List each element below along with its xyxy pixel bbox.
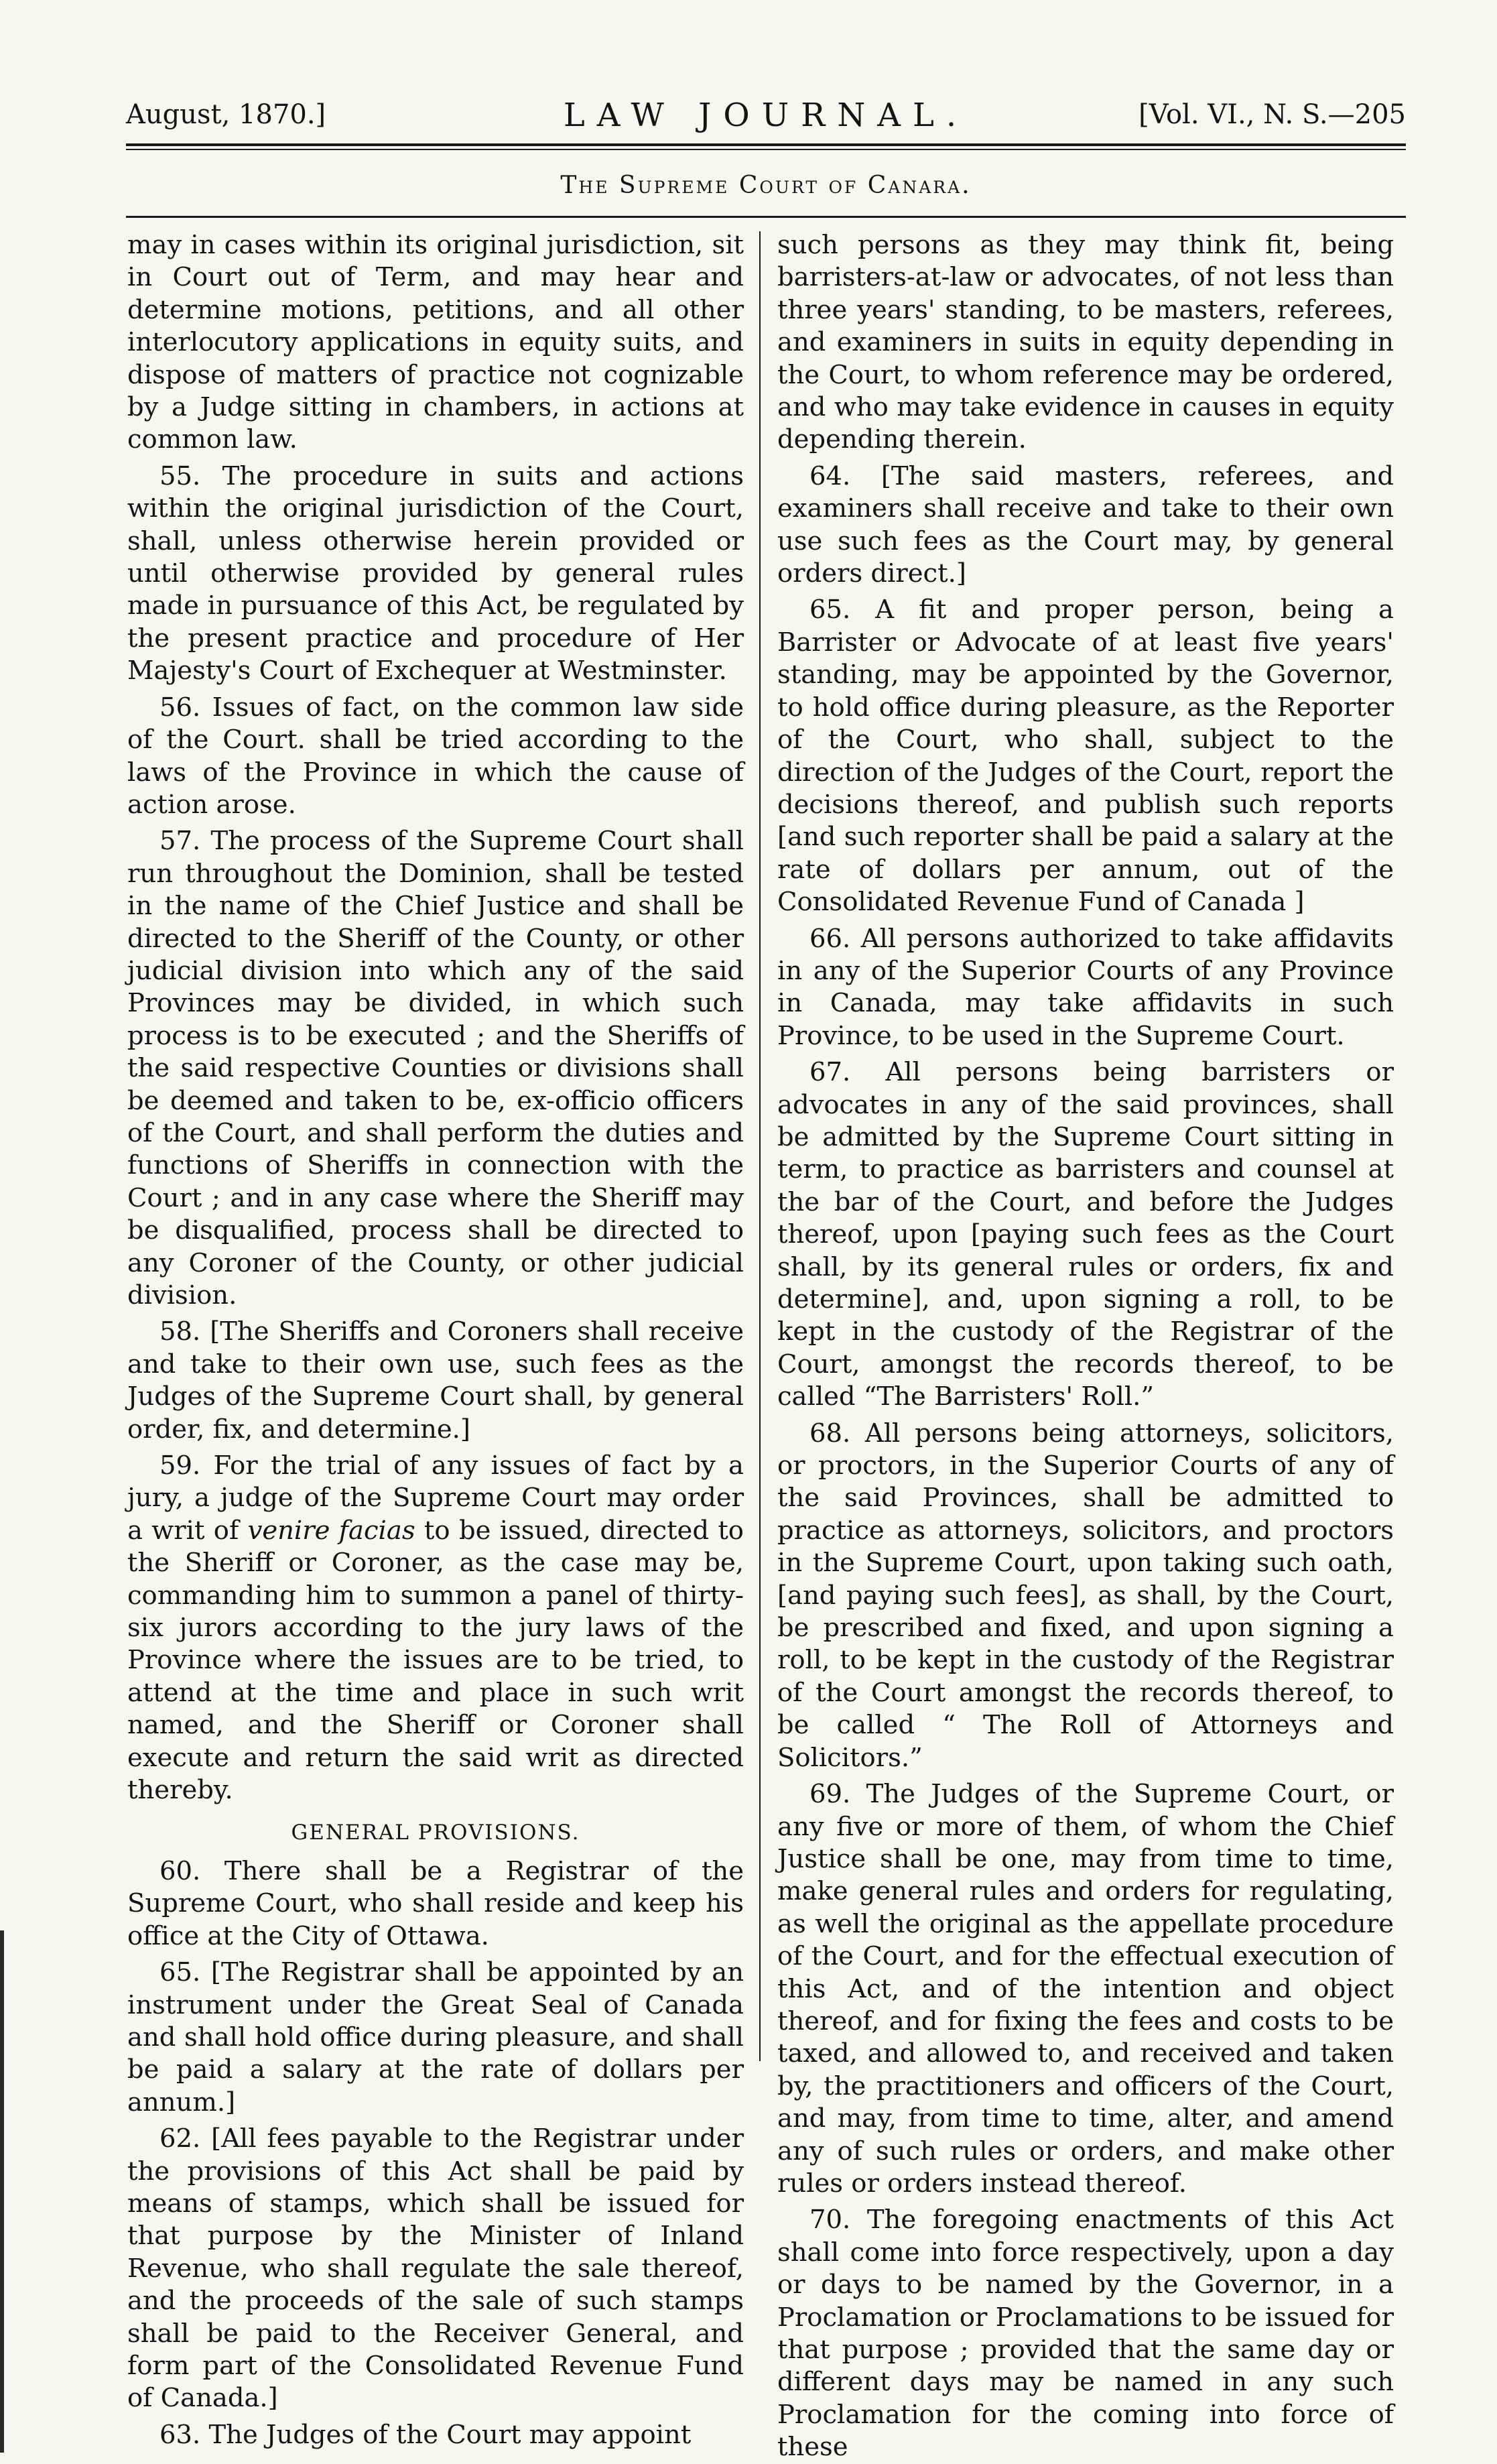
section-56: 56. Issues of fact, on the common law side of the Court. shall be tried according to the laws of the Province in which the cause of action arose. — [127, 692, 744, 820]
paragraph-continued: may in cases within its original jurisdiction, sit in Court out of Term, and may hear and determine motions, petitions, and all other interlocutory applications in equity suits, and dispose of matters of practice not cognizable by a Judge sitting in chambers, in actions at common law. — [127, 230, 744, 455]
section-55: 55. The procedure in suits and actions within the original jurisdiction of the Court, shall, unless otherwise herein provided or until otherwise provided by general rules made in pursuance of this Act, be regulated by the present practice and procedure of Her Majesty's Court of Exchequer at Westminster. — [127, 460, 744, 686]
volume-page-number: [Vol. VI., N. S.—205 — [1138, 99, 1406, 130]
section-65-registrar: 65. [The Registrar shall be appointed by an instrument under the Great Seal of Canada and shall hold office during pleasure, and shall be paid a salary at the rate of dollars per annum.] — [127, 1957, 744, 2117]
section-58: 58. [The Sheriffs and Coroners shall receive and take to their own use, such fees as the Judges of the Supreme Court shall, by general order, fix, and determine.] — [127, 1316, 744, 1444]
section-title: The Supreme Court of Canara. — [560, 172, 972, 199]
section-59-italic: venire facias — [247, 1515, 415, 1546]
header-rule-thin — [126, 149, 1406, 150]
section-70: 70. The foregoing enactments of this Act shall come into force respectively, upon a day or days to be named by the Governor, in a Proclamation or Proclamations to be issued for that purpose ; provided that the same day or different days may be named in any such Proclamation for the coming into force of these — [777, 2205, 1394, 2463]
section-66: 66. All persons authorized to take affidavits in any of the Superior Courts of any Province in Canada, may take affidavits in such Province, to be used in the Supreme Court. — [777, 923, 1394, 1051]
header-rule-thick — [126, 143, 1406, 146]
section-64: 64. [The said masters, referees, and examiners shall receive and take to their own use such fees as the Court may, by general orders direct.] — [777, 460, 1394, 589]
section-65-reporter: 65. A fit and proper person, being a Barrister or Advocate of at least five years' standing, may be appointed by the Governor, to hold office during pleasure, as the Reporter of the Court, who shall, subject to the direction of the Judges of the Court, report the decisions thereof, and publish such reports [and such reporter shall be paid a salary at the rate of dollars per annum, out of the Consolidated Revenue Fund of Canada ] — [777, 595, 1394, 918]
section-rule — [126, 216, 1406, 218]
running-head — [126, 93, 1406, 139]
section-63: 63. The Judges of the Court may appoint — [159, 2419, 692, 2450]
binding-edge-shadow — [0, 1930, 4, 2453]
section-67: 67. All persons being barristers or advocates in any of the said provinces, shall be admitted by the Supreme Court sitting in term, to practice as barristers and counsel at the bar of the Court, and before the Judges thereof, upon [paying such fees as the Court shall, by its general rules or orders, fix and determine], and, upon signing a roll, to be kept in the custody of the Registrar of the Court, amongst the records thereof, to be called “The Barristers' Roll.” — [777, 1057, 1394, 1412]
issue-date: August, 1870.] — [126, 99, 326, 130]
section-59-text-b: to be issued, directed to the Sheriff or Coroner, as the case may be, commanding him to summon a panel of thirty-six jurors according to the jury laws of the Province where the issues are to be tried, to attend at the time and place in such writ named, and the Sheriff or Coroner shall execute and return the said writ as directed thereby. — [127, 1515, 744, 1806]
paragraph-continued-right: such persons as they may think fit, being barristers-at-law or advocates, of not less than three years' standing, to be masters, referees, and examiners in suits in equity depending in the Court, to whom reference may be ordered, and who may take evidence in causes in equity depending therein. — [777, 230, 1394, 455]
right-column — [777, 229, 1394, 2464]
section-69: 69. The Judges of the Supreme Court, or any five or more of them, of whom the Chief Justice shall be one, may from time to time, make general rules and orders for regulating, as well the original as the appellate procedure of the Court, and for the effectual execution of this Act, and of the intention and object thereof, and for fixing the fees and costs to be taxed, and allowed to, and received and taken by, the practitioners and officers of the Court, and may, from time to time, alter, and amend any of such rules or orders, and make other rules or orders instead thereof. — [777, 1779, 1394, 2199]
section-62: 62. [All fees payable to the Registrar under the provisions of this Act shall be paid by means of stamps, which shall be issued for that purpose by the Minister of Inland Revenue, who shall regulate the sale thereof, and the proceeds of the sale of such stamps shall be paid to the Receiver General, and form part of the Consolidated Revenue Fund of Canada.] — [127, 2123, 744, 2414]
section-59-text-a: 59. For the trial of any issues of fact by a jury, a judge of the Supreme Court may order a writ of — [127, 1451, 744, 1546]
section-57: 57. The process of the Supreme Court shall run throughout the Dominion, shall be tested in the name of the Chief Justice and shall be directed to the Sheriff of the County, or other judicial division into which any of the said Provinces may be divided, in which such process is to be executed ; and the Sheriffs of the said respective Counties or divisions shall be deemed and taken to be, ex-officio officers of the Court, and shall perform the duties and functions of Sheriffs in connection with the Court ; and in any case where the Sheriff may be disqualified, process shall be directed to any Coroner of the County, or other judicial division. — [127, 826, 744, 1310]
section-60: 60. There shall be a Registrar of the Supreme Court, who shall reside and keep his office at the City of Ottawa. — [127, 1855, 744, 1951]
left-column — [127, 229, 744, 2451]
column-divider — [759, 231, 761, 2061]
journal-title: LAW JOURNAL. — [563, 97, 969, 134]
general-provisions-heading: GENERAL PROVISIONS. — [291, 1820, 580, 1845]
section-68: 68. All persons being attorneys, solicitors, or proctors, in the Superior Courts of any of the said Provinces, shall be admitted to practice as attorneys, solicitors, and proctors in the Supreme Court, upon taking such oath, [and paying such fees], as shall, by the Court, be prescribed and fixed, and upon signing a roll, to be kept in the custody of the Registrar of the Court amongst the records thereof, to be called “ The Roll of Attorneys and Solicitors.” — [777, 1418, 1394, 1773]
section-59 — [127, 1450, 744, 1806]
